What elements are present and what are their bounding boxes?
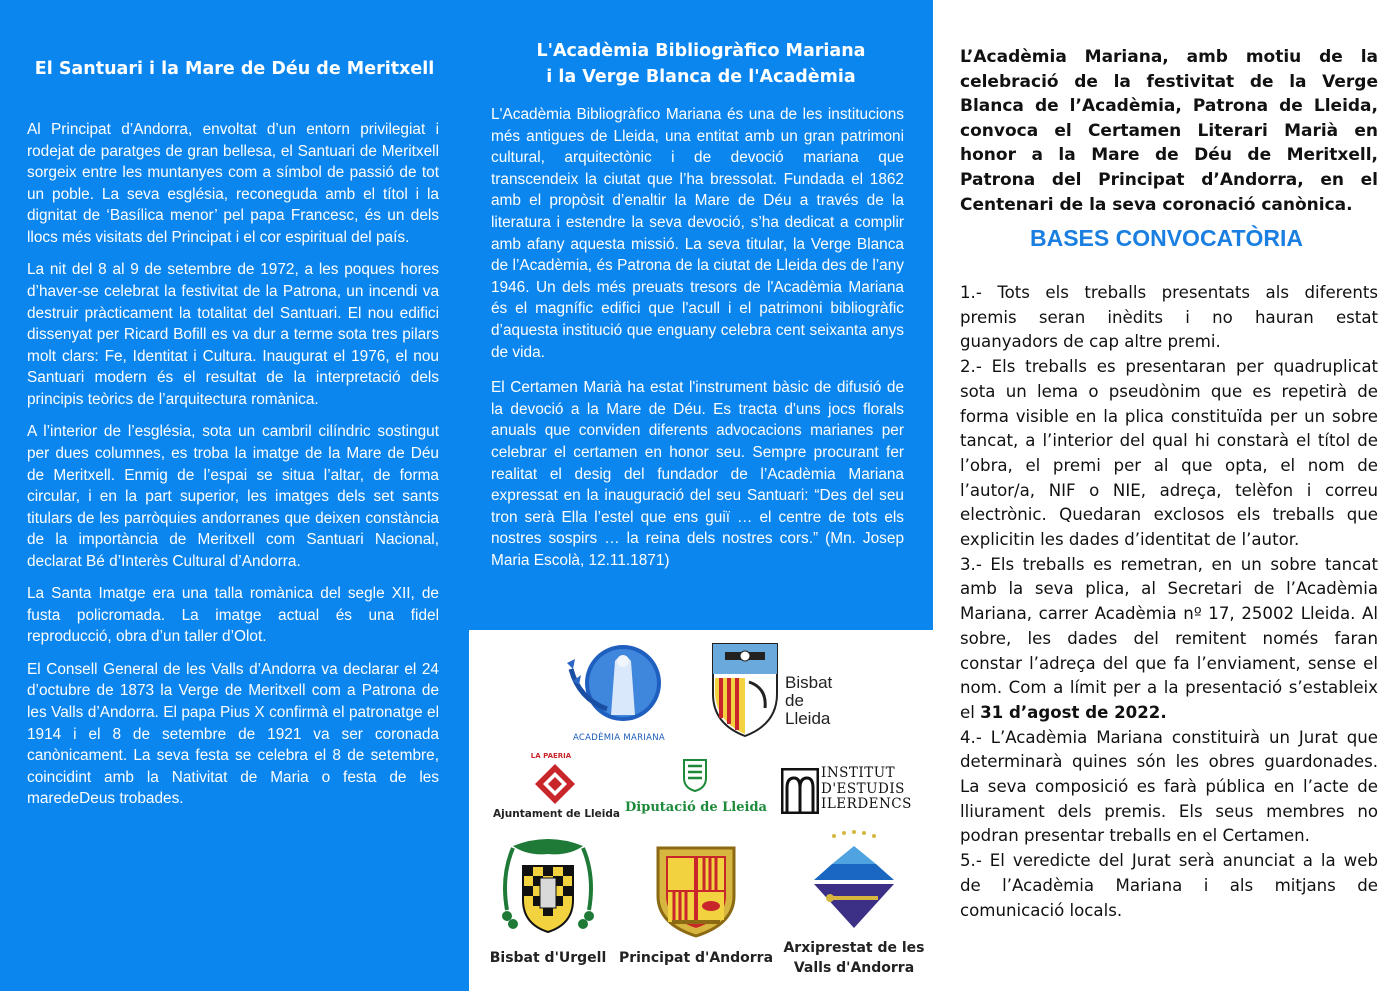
- bisbat-urgell-label: Bisbat d'Urgell: [489, 950, 607, 966]
- rule-4: 4.- L’Acadèmia Mariana constituirà un Jurat que determinarà quines són les obres guardonades. La seva composició es farà pública en l’acte de lliurament dels premis. Els seus membres no podran presentar treballs en el Certamen.: [960, 727, 1378, 846]
- academia-mariana-emblem-icon: [559, 639, 679, 725]
- left-paragraph: Al Principat d’Andorra, envoltat d’un entorn privilegiat i rodejat de paratges de gran bellesa, el Santuari de Meritxell sorgeix entre les muntanyes com a símbol de passió de tot un poble. La seva església, reconeguda amb el títol i la dignitat de ‘Basílica menor’ pel papa Francesc, és un dels llocs més visitats del Principat i el cor espiritual del país.: [27, 121, 439, 246]
- bisbat-urgell-logo: [487, 836, 609, 966]
- left-body: [27, 119, 439, 821]
- middle-panel: [469, 0, 933, 630]
- middle-body: [491, 104, 904, 585]
- rule-5: 5.- El veredicte del Jurat serà anunciat a la web de l’Acadèmia Mariana i als mitjans de comunicació locals.: [960, 851, 1378, 920]
- arxiprestat-emblem-icon: [800, 828, 908, 934]
- bisbat-urgell-arms-icon: [493, 836, 603, 936]
- andorra-coat-of-arms-icon: [648, 842, 744, 938]
- bisbat-lleida-logo: [709, 638, 849, 740]
- diputacio-emblem-icon: [682, 758, 708, 792]
- middle-heading: [469, 38, 933, 90]
- left-paragraph: El Consell General de les Valls d’Andorra va declarar el 24 d’octubre de 1873 la Verge de Meritxell com a Patrona de les Valls d’Andorra. El papa Pius X confirmà el patronatge el 1914 i el 8 de setembre de 1921 va ser coronada canònicament. La seva festa se celebra el 8 de setembre, coincidint amb la Nativitat de Maria o festa de les maredeDeus trobades.: [27, 660, 439, 808]
- principat-andorra-logo: [617, 842, 775, 966]
- academia-mariana-label: ACADÈMIA MARIANA: [572, 733, 666, 743]
- iei-label: INSTITUT D'ESTUDIS ILERDENCS: [821, 765, 912, 812]
- bases-rules: [960, 281, 1378, 923]
- middle-paragraph: L'Acadèmia Bibliogràfico Mariana és una de les institucions més antigues de Lleida, una entitat amb un gran patrimoni cultural, arquitectònic i de devoció mariana que transcendeix la ciutat que l’ha bressolat. Fundada el 1862 amb el propòsit d’enaltir la Mare de Déu a través de la literatura i estendre la seva devoció, s’ha dedicat a complir amb afany aquesta missió. La seva titular, la Verge Blanca de l’Acadèmia, és Patrona de la ciutat de Lleida des de l’any 1946. Un dels més preuats tresors de l'Acadèmia Mariana és el magnífic edifici que l'acull i el patrimoni bibliogràfic d’aquesta institució que enguany celebra cent seixanta anys de vida.: [491, 106, 904, 361]
- diputacio-lleida-logo: [625, 758, 767, 820]
- convocation-intro: L’Acadèmia Mariana, amb motiu de la celebració de la festivitat de la Verge Blanca de l’Acadèmia, Patrona de Lleida, convoca el Certamen Literari Marià en honor a la Mare de Déu de Meritxell, Patrona del Principat d’Andorra, en el Centenari de la seva coronació canònica.: [960, 47, 1378, 215]
- diputacio-lleida-label: Diputació de Lleida: [625, 800, 767, 815]
- ajuntament-lleida-label: Ajuntament de Lleida: [493, 808, 620, 820]
- right-panel: [933, 0, 1400, 991]
- middle-heading-line1: L'Acadèmia Bibliogràfico Mariana: [536, 41, 866, 61]
- left-panel: [0, 0, 469, 991]
- arxiprestat-label: Arxiprestat de les Valls d'Andorra: [783, 940, 925, 976]
- iei-arches-icon: [781, 768, 819, 814]
- rule-3: [960, 553, 1378, 726]
- academia-mariana-logo: [559, 639, 679, 741]
- left-paragraph: La nit del 8 al 9 de setembre de 1972, a les poques hores d’haver-se celebrat la festivitat de la Patrona, un incendi va destruir pràcticament la totalitat del Santuari. El nou edifici dissenyat per Ricard Bofill es va dur a terme sota tres pilars molt clars: Fe, Identitat i Cultura. Inaugurat el 1976, el nou Santuari modern és el resultat de la interpretació dels principis teòrics de l’arquitectura romànica.: [27, 261, 439, 408]
- middle-paragraph: El Certamen Marià ha estat l'instrument bàsic de difusió de la devoció a la Mare de Déu. Es tracta d'uns jocs florals anuals que conviden diferents advocacions marianes per celebrar el certamen en honor seu. Sempre procurant fer realitat el desig del fundador de l’Acadèmia Mariana expressat en la inauguració del seu Santuari: “Des del seu tron serà Ella l’estel que ens guiï … el centre de tots els nostres sospirs … la reina dels nostres cors.” (Mn. Josep Maria Escolà, 12.11.1871): [491, 379, 904, 569]
- rule-2: 2.- Els treballs es presentaran per quadruplicat sota un lema o pseudònim que es repetirà de forma visible en la plica constituïda per un sobre tancat, a l’interior del qual hi constarà el títol de l’obra, el premi per al que opta, el nom de l’autor/a, NIF o NIE, adreça, telèfon i correu electrònic. Quedaran exclosos els treballs que explicitin les dades d’identitat de l’autor.: [960, 357, 1378, 550]
- institut-estudis-ilerdencs-logo: [781, 765, 912, 818]
- middle-heading-line2: i la Verge Blanca de l'Acadèmia: [546, 67, 856, 87]
- arxiprestat-logo: [779, 828, 929, 978]
- rule-3-deadline: 31 d’agost de 2022.: [980, 702, 1167, 722]
- bases-title: BASES CONVOCATÒRIA: [1029, 225, 1304, 251]
- paeria-label: LA PAERIA: [530, 752, 572, 760]
- rule-1: 1.- Tots els treballs presentats als diferents premis seran inèdits i no hauran estat guanyadors de cap altre premi.: [960, 283, 1378, 352]
- principat-andorra-label: Principat d'Andorra: [618, 950, 774, 966]
- bisbat-lleida-label: Bisbat de Lleida: [785, 673, 833, 728]
- ajuntament-lleida-logo: [489, 752, 624, 822]
- rule-3-text: 3.- Els treballs es remetran, en un sobre tancat amb la seva plica, al Secretari de l’Acadèmia Mariana, carrer Acadèmia nº 17, 25002 Lleida. Al sobre, les dades del remitent només faran constar l’adreça del que fa l’enviament, sense el nom. Com a límit per a la presentació s’estableix el: [960, 554, 1378, 722]
- left-heading: El Santuari i la Mare de Déu de Meritxell: [34, 59, 435, 79]
- left-paragraph: La Santa Imatge era una talla romànica del segle XII, de fusta policromada. La imatge actual és una fidel reproducció, obra d’un taller d’Olot.: [27, 585, 439, 646]
- paeria-emblem-icon: [533, 762, 577, 806]
- left-paragraph: A l’interior de l’església, sota un cambril cilíndric sostingut per dues columnes, es troba la imatge de la Mare de Déu de Meritxell. Enmig de l’espai se situa l’altar, de forma circular, i en la part superior, les imatges dels set sants titulars de les parròquies andorranes que deixen constància de la importància de Meritxell com Santuari Nacional, declarat Bé d’Interès Cultural d’Andorra.: [27, 423, 439, 570]
- bisbat-lleida-shield-icon: [709, 638, 781, 738]
- logos-panel: [469, 630, 933, 991]
